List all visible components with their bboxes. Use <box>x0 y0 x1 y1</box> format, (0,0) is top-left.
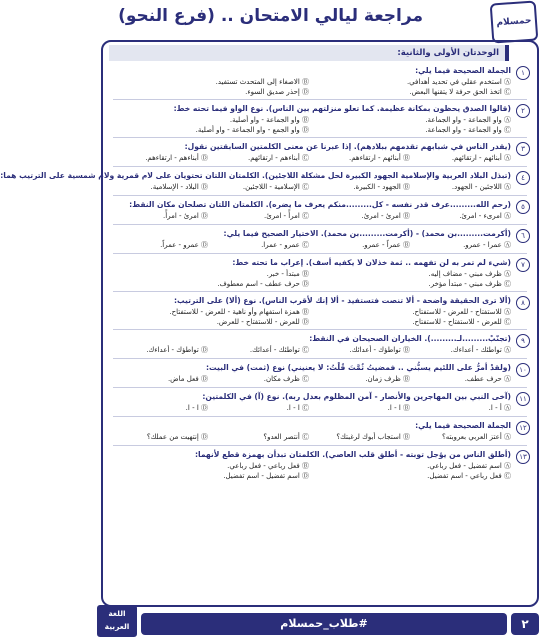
subject-tag: اللغة العربية <box>97 605 137 637</box>
question-number: ٤ <box>516 171 530 185</box>
question-stem: (أطلق الناس من يؤجل توبته - أطلق قلب العاصي). الكلمتان تبدأن بهمزة قطع لأنهما: <box>194 450 511 459</box>
page-header <box>93 0 543 40</box>
question-item <box>103 227 537 251</box>
options-row <box>107 211 511 222</box>
question-stem: (ألا ترى الحقيقة واضحة - ألا تنصت فتستفيد - ألا إنك لأقرب الناس). نوع (ألا) على الترتيب: <box>173 296 511 305</box>
questions-frame <box>0 40 539 607</box>
question-number: ٨ <box>516 296 530 310</box>
answer-option[interactable]: Ⓒ تواطئك - أعدائك. <box>249 346 309 354</box>
answer-option[interactable]: Ⓐ أعتز العربي بعروبته؟ <box>442 433 511 441</box>
answer-option[interactable]: Ⓑ واو الجماعة - واو أصلية. <box>229 116 309 124</box>
answer-option[interactable]: Ⓒ للعرض - للاستفتاح - للاستفتاح. <box>412 318 511 326</box>
divider <box>113 387 527 388</box>
answer-option[interactable]: Ⓑ الاصغاء إلى المتحدث تستفيد. <box>215 78 309 86</box>
answer-option[interactable]: Ⓓ تواطؤك - أعداءك. <box>146 346 208 354</box>
answer-option[interactable]: Ⓐ للاستفتاح - للعرض - للاستفتاح. <box>412 308 511 316</box>
answer-option[interactable]: Ⓒ اتخذ الحق حرفة لا يتقنها البعض. <box>409 88 511 96</box>
question-item <box>103 102 537 135</box>
answer-option[interactable]: Ⓓ واو الجمع - واو الجماعة - واو أصلية. <box>195 126 309 134</box>
answer-option[interactable]: Ⓑ ا - ا. <box>387 404 410 412</box>
answer-option[interactable]: Ⓒ ا - ا. <box>286 404 309 412</box>
question-number: ٧ <box>516 258 530 272</box>
answer-option[interactable]: Ⓒ أنتصر العدو؟ <box>263 433 309 441</box>
divider <box>113 224 527 225</box>
options-row <box>107 345 511 356</box>
question-number: ١ <box>516 66 530 80</box>
questions-list <box>0 64 537 481</box>
unit-title: الوحدتان الأولى والثانية: <box>109 45 509 61</box>
divider <box>113 166 527 167</box>
question-stem: الجملة الصحيحة فيما يلي: <box>415 421 511 430</box>
question-item <box>103 140 537 164</box>
options-row <box>107 153 511 164</box>
divider <box>113 445 527 446</box>
answer-option[interactable]: Ⓑ أبنائهم - ارتقاءهم. <box>349 154 410 162</box>
page-number: ٢ <box>511 613 539 635</box>
options-row <box>107 307 511 327</box>
options-row <box>107 182 511 193</box>
answer-option[interactable]: Ⓑ امرئ - امرئ. <box>361 212 410 220</box>
answer-option[interactable]: Ⓓ ا - ا. <box>185 404 208 412</box>
answer-option[interactable]: Ⓑ استجاب أبوك لرغبتك؟ <box>336 433 410 441</box>
question-item <box>103 294 537 327</box>
divider <box>113 137 527 138</box>
question-stem: (آخى النبي بين المهاجرين والأنصار - آمن المظلوم بعدل ربه). نوع (آ) في الكلمتين: <box>202 392 511 401</box>
question-stem: (قالوا الصدق يحظون بمكانة عظيمة. كما تعلو منزلتهم بين الناس). نوع الواو فيما تحته خط: <box>173 104 511 113</box>
question-item <box>103 390 537 414</box>
answer-option[interactable]: Ⓒ أبناءهم - ارتقائهم. <box>248 154 309 162</box>
question-number: ٣ <box>516 142 530 156</box>
answer-option[interactable]: Ⓐ أ - ا. <box>488 404 511 412</box>
page-footer <box>93 603 543 641</box>
answer-option[interactable]: Ⓐ واو الجماعة - واو الجماعة. <box>425 116 511 124</box>
answer-option[interactable]: Ⓓ امرئ - امرأً. <box>163 212 208 220</box>
question-item <box>0 169 537 193</box>
answer-option[interactable]: Ⓑ مبتدأ - خبر. <box>266 270 309 278</box>
answer-option[interactable]: Ⓒ فعل رباعي - اسم تفضيل. <box>427 472 511 480</box>
brand-logo: حمسلام <box>490 0 539 43</box>
answer-option[interactable]: Ⓐ حرف عطف. <box>464 375 511 383</box>
answer-option[interactable]: Ⓓ فعل ماض. <box>167 375 208 383</box>
hashtag-banner: #طلاب_حمسلام <box>141 613 507 635</box>
question-stem: (أكرمت.........بن محمد) - (أكرمت.........بن محمد). الاختيار الصحيح فيما يلي: <box>223 229 511 238</box>
options-row <box>107 77 511 97</box>
options-row <box>107 374 511 385</box>
question-stem: (تجنّبْ.........لـ.........). الخياران الصحيحان في النقط: <box>309 334 511 343</box>
answer-option[interactable]: Ⓑ ظرف زمان. <box>365 375 410 383</box>
options-row <box>107 461 511 481</box>
question-item <box>103 256 537 289</box>
question-stem: (تبذل البلاد العربية والإسلامية الجهود الكبيرة لحل مشكلة اللاجئين). الكلمتان اللتان تحتويان على لام قمرية ولام شمسية على الترتيب هما: <box>0 171 511 180</box>
question-item <box>103 198 537 222</box>
question-stem: (يقدر الناس في شبابهم تقدمهم ببلادهم). إذا عبرنا عن معنى الكلمتين السابقتين نقول: <box>184 142 511 151</box>
answer-option[interactable]: Ⓑ عمراً - عمرو. <box>362 241 410 249</box>
question-number: ٢ <box>516 104 530 118</box>
options-row <box>107 403 511 414</box>
answer-option[interactable]: Ⓒ واو الجماعة - واو الجماعة. <box>425 126 511 134</box>
answer-option[interactable]: Ⓐ عمرا - عمرو. <box>463 241 511 249</box>
answer-option[interactable]: Ⓐ أبنائهم - ارتقائهم. <box>451 154 511 162</box>
options-row <box>107 240 511 251</box>
answer-option[interactable]: Ⓒ عمرو - عمرا. <box>261 241 309 249</box>
divider <box>113 291 527 292</box>
answer-option[interactable]: Ⓐ تواطئك - أعداءك. <box>450 346 511 354</box>
question-stem: (شيء لم تمر به لن تفهمه .. ثمة خذلان لا يكفيه أسف). إعراب ما تحته خط: <box>232 258 511 267</box>
page-title: مراجعة ليالي الامتحان .. (فرع النحو) <box>118 6 423 26</box>
answer-option[interactable]: Ⓐ استخدم عقلي في تحديد أهدافي. <box>406 78 511 86</box>
question-number: ١٣ <box>516 450 530 464</box>
divider <box>113 416 527 417</box>
answer-option[interactable]: Ⓑ الجهود - الكبيرة. <box>353 183 410 191</box>
question-item <box>103 332 537 356</box>
question-item <box>103 361 537 385</box>
answer-option[interactable]: Ⓓ إحذر صديق السوء. <box>245 88 309 96</box>
answer-option[interactable]: Ⓒ امرأً - امرئ. <box>264 212 309 220</box>
answer-option[interactable]: Ⓐ ظرف مبني - مضاف إليه. <box>428 270 511 278</box>
question-item <box>103 448 537 481</box>
question-number: ١٢ <box>516 421 530 435</box>
answer-option[interactable]: Ⓓ عمرو - عمراً. <box>160 241 208 249</box>
options-row <box>107 115 511 135</box>
question-stem: (ولقدْ أمرُّ على اللئيم يسبُّني .. فمضيتُ ثُمَّتَ قُلْتُ: لا يعنيني) نوع (ثمت) في البيت: <box>205 363 511 372</box>
divider <box>113 195 527 196</box>
question-number: ١٠ <box>516 363 530 377</box>
answer-option[interactable]: Ⓑ تواطؤك - أعدائك. <box>349 346 410 354</box>
options-row <box>107 269 511 289</box>
answer-option[interactable]: Ⓑ فعل رباعي - فعل رباعي. <box>227 462 309 470</box>
answer-option[interactable]: Ⓓ أبناءهم - ارتقاءهم. <box>145 154 208 162</box>
divider <box>113 253 527 254</box>
divider <box>113 99 527 100</box>
answer-option[interactable]: Ⓐ امرىء - امرئ. <box>459 212 511 220</box>
question-item <box>103 419 537 443</box>
answer-option[interactable]: Ⓒ ظرف مبني - مبتدأ مؤخر. <box>428 280 511 288</box>
answer-option[interactable]: Ⓓ حرف عطف - اسم معطوف. <box>217 280 309 288</box>
answer-option[interactable]: Ⓓ اسم تفضيل - اسم تفضيل. <box>223 472 309 480</box>
answer-option[interactable]: Ⓑ همزة استفهام وأو ناهية - للعرض - للاستفتاح. <box>169 308 309 316</box>
answer-option[interactable]: Ⓓ البلاد - الإسلامية. <box>150 183 208 191</box>
divider <box>113 329 527 330</box>
answer-option[interactable]: Ⓓ إنتهيت من عملك؟ <box>146 433 208 441</box>
answer-option[interactable]: Ⓐ اسم تفضيل - فعل رباعي. <box>427 462 511 470</box>
question-number: ٥ <box>516 200 530 214</box>
question-stem: (رحم الله.........عرف قدر نفسه - كل.........منكم يعرف ما يضره). الكلمتان اللتان تصلحان مكان النقط: <box>129 200 511 209</box>
question-number: ١١ <box>516 392 530 406</box>
divider <box>113 358 527 359</box>
question-item <box>103 64 537 97</box>
question-number: ٦ <box>516 229 530 243</box>
question-stem: الجملة الصحيحة فيما يلي: <box>415 66 511 75</box>
answer-option[interactable]: Ⓐ اللاجئين - الجهود. <box>451 183 511 191</box>
options-row <box>107 432 511 443</box>
answer-option[interactable]: Ⓒ الإسلامية - اللاجئين. <box>242 183 309 191</box>
answer-option[interactable]: Ⓒ ظرف مكان. <box>263 375 309 383</box>
question-number: ٩ <box>516 334 530 348</box>
answer-option[interactable]: Ⓓ للعرض - للاستفتاح - للعرض. <box>216 318 309 326</box>
